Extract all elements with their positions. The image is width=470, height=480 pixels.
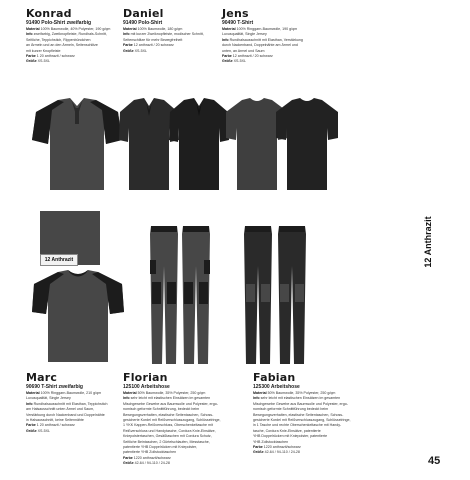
product-code: 90490 T-Shirt [222,20,254,26]
description-label: Größe [26,59,38,64]
product-code: 91490 Polo-Shirt zweifarbig [26,20,92,26]
description-label: Material [123,27,138,31]
product-description [222,27,334,65]
product-code: 125100 Arbeitshose [123,384,170,390]
description-label: Größe [123,48,135,53]
description-text: Luxusqualität, Single Jersey [222,32,267,37]
description-text: 100% Ringgarn-Baumwolle, 210 g/qm [40,391,102,395]
description-text: 42-64 / 94-110 / 24-28 [264,450,300,455]
description-text: Mischgewebe Gewebe aus Baumwolle und Polyester, ergo- [123,401,218,406]
description-label: Material [222,27,237,31]
product-code: 125300 Arbeitshose [253,384,300,390]
konrad-polo-image [30,96,124,192]
description-label: Farbe [26,423,37,428]
product-fabian-info [253,372,371,456]
description-label: Farbe [123,43,134,48]
description-line [222,59,334,64]
description-text: gesicherte Kordel mit Reißverschlusszugang, Schlüsselringe, [253,418,351,423]
product-name: Konrad [26,7,72,20]
product-jens-info [222,8,334,65]
description-text: Reißverschluss und Handytasche, Cordura Knie-Einsätze, [123,428,216,433]
description-text: 100% Baumwolle, 40% Polyester, 190 g/qm [40,27,111,31]
product-name: Florian [123,371,168,384]
description-text: XS-5XL [37,59,50,64]
swatch-label: 12 Anthrazit [40,254,78,266]
description-text: Seitliche, Teppichstich, Rippenbündchen [26,37,91,42]
fabian-trousers-image-2 [276,226,308,366]
daniel-polo-image-2 [168,96,230,192]
side-color-label [421,208,435,276]
description-label: Größe [26,428,38,433]
description-label: Farbe [222,54,233,59]
product-marc-info [26,372,138,434]
description-label: Größe [123,461,135,466]
description-label: Farbe [253,445,264,450]
description-label: Größe [253,450,265,455]
description-text: Rundhalsausschnitt mit Elasthan, Verstärkung [229,37,303,42]
description-text: 1 20 anthrazit / schwarz [36,423,75,428]
description-text: 1 20 anthrazit / schwarz [36,54,75,59]
description-text: 100% Baumwolle, 180 g/qm [137,27,183,31]
description-line [253,450,371,455]
florian-trousers-image-1 [148,226,180,366]
description-text: sehr leicht mit elastischen Einsätzen im gesamten [260,396,341,401]
description-label: Info [123,396,131,401]
description-text: YHB Zollstocktaschen [253,439,289,444]
description-text: durch Nackenband, Doppelnähte am Ärmel und [222,43,298,48]
description-label: Größe [222,59,234,64]
description-text: gesicherte Kordel mit Reißverschlusszugang, Schlüsselringe, [123,418,221,423]
description-text: nomisch geformte Schnittführung bedeckt beim [253,407,329,412]
page-number: 45 [428,455,441,467]
product-name: Marc [26,371,58,384]
product-code: 90690 T-Shirt zweifarbig [26,384,83,390]
description-label: Farbe [26,54,37,59]
description-text: 1 YKK Kappen-Reißverschluss, Oberschenkeltasche mit [123,423,213,428]
product-description [123,27,235,54]
fabian-trousers-image-1 [242,226,274,366]
marc-tshirt-image [30,268,126,364]
description-text: zweifarbig, Zweiknopfleiste, Rundhals-Schnitt, [33,32,107,37]
description-label: Info [26,32,34,37]
product-code: 91490 Polo-Shirt [123,20,163,26]
description-text: tasche, Cordura Knie-Einsätze, patentierte [253,428,321,433]
description-text: mit kurzer Knopfleiste [26,48,61,53]
description-text: 12 anthrazit / 20 schwarz [133,43,174,48]
florian-trousers-image-2 [180,226,212,366]
description-text: YHB Doppelrücken mit Kniepolster, patentierte [253,434,328,439]
description-label: Info [222,37,230,42]
description-text: am Halsausschnitt unten Ärmel und Saum, [26,407,95,412]
description-text: 12 anthrazit / 20 schwarz [232,54,273,59]
description-label: Farbe [123,455,134,460]
description-label: Info [123,32,131,37]
description-text: XS-5XL [233,59,246,64]
description-text: Seitliche Beintaschen, 2 Gürtelschlaufen, Messtasche, [123,439,210,444]
description-text: unten, an Armel und Saum [222,48,265,53]
description-text: Seitenschlitze für mehr Bewegfreiheit [123,37,183,42]
product-description [253,391,371,456]
description-text: sehr leicht mit elastischen Einsätzen im gesamten [130,396,211,401]
description-label: Material [26,27,41,31]
description-text: patentierte YHB Doppelrücken mit Kniepolster, [123,445,198,450]
description-line [26,429,138,434]
side-color-label-text: 12 Anthrazit [423,216,433,268]
description-text: in Halsausschnitt, keine Seitennähte [26,418,84,423]
description-line [123,461,239,466]
product-description [26,391,138,434]
description-text: mit kurzer Zweiknopfleiste, modischer Schnitt, [130,32,204,37]
description-line [123,49,235,54]
description-text: Mischgewebe Gewebe aus Baumwolle und Polyester, ergo- [253,401,348,406]
product-name: Daniel [123,7,164,20]
description-label: Material [123,391,138,395]
description-text: Luxusqualität, Single Jersey [26,396,71,401]
description-text: 1220 anthrazit/schwarz [133,455,171,460]
description-label: Info [26,401,34,406]
description-text: patentierte YHB Zollstocktaschen [123,450,177,455]
product-daniel-info [123,8,235,54]
description-text: 50% Baumwolle, 35% Polyester, 250 g/qm [267,391,336,395]
description-label: Material [26,391,41,395]
product-name: Fabian [253,371,296,384]
description-text: Verstärkung durch Nackenband und Doppelnähte [26,412,105,417]
description-text: Kniepolstertaschen, Gesäßtaschen mit Cordura Schutz, [123,434,212,439]
product-florian-info [123,372,239,467]
description-text: Bewegungsverhalten, elastische Seitentaschen, Schoss- [123,412,214,417]
description-text: Bewegungsverhalten, elastische Seitentaschen, Schoss- [253,412,344,417]
description-text: in 1 Tasche und rechte Oberschenkeltasche mit Handy- [253,423,342,428]
description-text: XS-5XL [37,428,50,433]
description-line [26,59,138,64]
product-description [26,27,138,65]
description-text: 42-64 / 94-110 / 24-28 [134,461,170,466]
product-konrad-info [26,8,138,65]
description-text: 50% Baumwolle, 35% Polyester, 250 g/qm [137,391,206,395]
description-text: 100% Ringgarn-Baumwolle, 190 g/qm [236,27,298,31]
description-text: XS-5XL [134,48,147,53]
product-description [123,391,239,467]
jens-tshirt-image-2 [274,96,340,192]
description-text: Rundhalsausschnitt mit Elasthan, Teppichstich [33,401,108,406]
description-text: 1220 anthrazit/schwarz [263,445,301,450]
product-name: Jens [222,7,249,20]
description-label: Material [253,391,268,395]
description-text: nomisch geformte Schnittführung, bedeckt beim [123,407,200,412]
description-label: Info [253,396,261,401]
description-text: an Ärmeln und an den Ärmeln, Seitenschlitze [26,43,98,48]
